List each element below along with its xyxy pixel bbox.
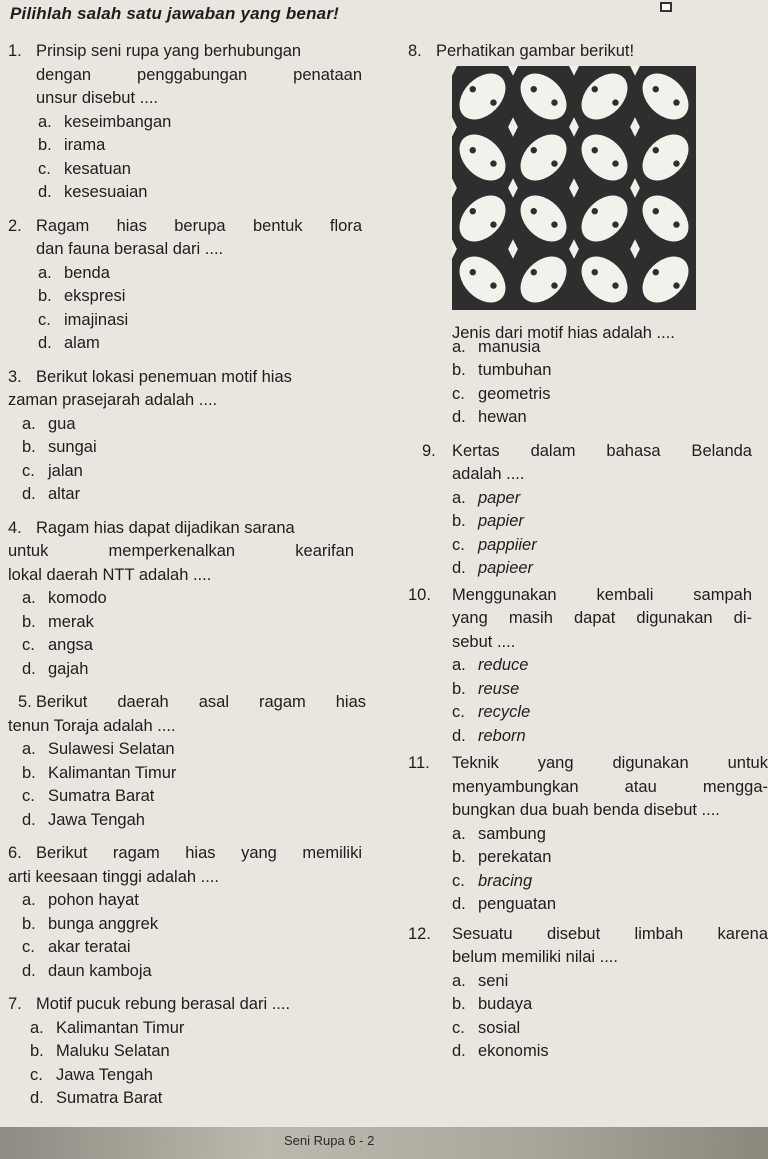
- option-text: pohon hayat: [48, 891, 139, 909]
- question-number: 6.: [8, 844, 22, 862]
- stem-line: menyambungkan atau mengga-: [452, 777, 768, 796]
- option-text: perekatan: [478, 848, 552, 866]
- option-text: jalan: [48, 461, 83, 480]
- pattern-dot: [653, 269, 659, 275]
- option-text: manusia: [478, 337, 541, 356]
- option-a[interactable]: [22, 413, 368, 437]
- geometric-pattern-image: [452, 66, 696, 310]
- option-c[interactable]: [22, 785, 368, 809]
- option-letter: d.: [452, 895, 466, 913]
- option-a[interactable]: [452, 970, 768, 994]
- option-text: sosial: [478, 1018, 521, 1037]
- option-text: Kalimantan Timur: [48, 763, 177, 782]
- option-letter: b.: [452, 361, 466, 379]
- option-letter: b.: [22, 914, 36, 933]
- option-text: akar teratai: [48, 938, 131, 956]
- option-letter: d.: [22, 961, 36, 980]
- option-c[interactable]: [452, 701, 768, 725]
- option-letter: d.: [452, 1042, 466, 1060]
- option-text: Maluku Selatan: [56, 1042, 170, 1060]
- question-7: [8, 993, 368, 1111]
- pattern-dot: [673, 221, 679, 227]
- option-d[interactable]: [22, 960, 368, 984]
- option-b[interactable]: [22, 611, 368, 635]
- question-12: [408, 923, 768, 1064]
- option-text: penguatan: [478, 895, 556, 913]
- pattern-dot: [470, 86, 476, 92]
- pattern-dot: [673, 99, 679, 105]
- pattern-dot: [531, 86, 537, 92]
- question-4: [8, 517, 368, 682]
- option-text: ekspresi: [64, 287, 126, 305]
- question-stem: [452, 923, 768, 970]
- question-number: 5.: [18, 693, 32, 711]
- option-letter: c.: [452, 871, 465, 890]
- pattern-dot: [551, 99, 557, 105]
- option-text: altar: [48, 485, 81, 503]
- pattern-dot: [490, 99, 496, 105]
- question-6: [8, 842, 368, 983]
- option-text: alam: [64, 334, 100, 352]
- option-a[interactable]: [452, 654, 768, 678]
- options-list: [22, 889, 368, 983]
- option-text: papieer: [478, 559, 534, 577]
- stem-line: Berikut daerah asal ragam hias: [36, 693, 366, 711]
- option-text: reuse: [478, 679, 520, 698]
- option-d[interactable]: [22, 658, 368, 682]
- stem-line: Kertas dalam bahasa Belanda: [452, 441, 752, 460]
- option-b[interactable]: [22, 436, 368, 460]
- question-8-caption: Jenis dari motif hias adalah ....: [452, 324, 675, 342]
- option-b[interactable]: [22, 762, 368, 786]
- option-letter: d.: [30, 1089, 44, 1107]
- option-letter: d.: [38, 334, 52, 352]
- option-text: merak: [48, 612, 94, 631]
- option-letter: b.: [38, 136, 52, 154]
- pattern-dot: [531, 269, 537, 275]
- option-d[interactable]: [452, 893, 768, 917]
- stem-line: dengan penggabungan penataan: [36, 65, 362, 84]
- question-10: [408, 584, 768, 749]
- question-stem: [36, 40, 368, 111]
- pattern-dot: [612, 221, 618, 227]
- options-list: [22, 738, 368, 832]
- option-letter: b.: [22, 612, 36, 631]
- option-letter: d.: [22, 810, 36, 829]
- stem-line: Berikut ragam hias yang memiliki: [36, 844, 362, 862]
- option-letter: c.: [30, 1065, 43, 1084]
- option-c[interactable]: [22, 936, 368, 960]
- option-letter: d.: [452, 726, 466, 745]
- option-c[interactable]: [22, 634, 368, 658]
- options-list: [30, 1017, 368, 1111]
- pattern-dot: [470, 147, 476, 153]
- option-c[interactable]: [452, 383, 768, 407]
- question-2: [8, 215, 368, 356]
- pattern-dot: [551, 221, 557, 227]
- option-text: reduce: [478, 656, 529, 674]
- page-title: Pilihlah salah satu jawaban yang benar!: [10, 4, 340, 23]
- option-text: pappiier: [478, 535, 537, 554]
- stem-line: dan fauna berasal dari ....: [36, 240, 224, 258]
- question-number: 8.: [408, 42, 422, 60]
- stem-line: yang masih dapat digunakan di-: [452, 609, 752, 627]
- option-b[interactable]: [452, 510, 768, 534]
- option-letter: a.: [22, 740, 36, 758]
- footer-bar: [0, 1127, 768, 1159]
- question-1: [8, 40, 368, 205]
- question-3: [8, 366, 368, 507]
- option-c[interactable]: [38, 309, 368, 333]
- option-letter: c.: [22, 787, 35, 805]
- option-text: bracing: [478, 871, 533, 890]
- question-number: 2.: [8, 216, 22, 235]
- option-letter: d.: [452, 559, 466, 577]
- question-stem: [452, 584, 768, 655]
- option-text: seni: [478, 971, 509, 990]
- option-d[interactable]: [38, 332, 368, 356]
- option-text: paper: [478, 488, 521, 507]
- options-list: [452, 654, 768, 748]
- question-stem: [8, 517, 368, 588]
- option-letter: a.: [452, 656, 466, 674]
- option-letter: d.: [452, 408, 466, 426]
- option-text: papier: [478, 512, 524, 530]
- option-letter: d.: [22, 659, 36, 678]
- question-5: [8, 691, 368, 832]
- options-list: [452, 487, 768, 581]
- question-stem: [8, 366, 368, 413]
- options-list: [452, 823, 768, 917]
- pattern-dot: [653, 147, 659, 153]
- question-number: 12.: [408, 924, 431, 943]
- question-number: 10.: [408, 585, 431, 604]
- pattern-dot: [592, 86, 598, 92]
- stem-line: Ragam hias dapat dijadikan sarana: [36, 518, 295, 537]
- pattern-dot: [490, 282, 496, 288]
- left-column: [8, 40, 368, 1111]
- pattern-dot: [612, 160, 618, 166]
- pattern-dot: [592, 208, 598, 214]
- stem-line: sebut ....: [452, 632, 516, 651]
- option-text: kesesuaian: [64, 183, 148, 201]
- option-text: benda: [64, 263, 110, 282]
- option-text: gua: [48, 414, 76, 433]
- option-text: sungai: [48, 438, 97, 456]
- option-text: angsa: [48, 636, 93, 654]
- option-letter: b.: [30, 1042, 44, 1060]
- pattern-dot: [592, 269, 598, 275]
- options-list: [38, 111, 368, 205]
- stem-line: unsur disebut ....: [36, 89, 158, 107]
- stem-line: Perhatikan gambar berikut!: [436, 42, 635, 60]
- option-text: Sumatra Barat: [48, 787, 155, 805]
- question-stem: [452, 440, 768, 487]
- option-text: Jawa Tengah: [56, 1065, 153, 1084]
- option-letter: b.: [452, 679, 466, 698]
- pattern-dot: [470, 208, 476, 214]
- question-number: 11.: [408, 754, 430, 772]
- option-letter: c.: [22, 461, 35, 480]
- options-list: [452, 970, 768, 1064]
- option-letter: c.: [452, 703, 465, 721]
- option-c[interactable]: [22, 460, 368, 484]
- option-letter: c.: [452, 535, 465, 554]
- question-stem: [8, 842, 368, 889]
- option-text: budaya: [478, 995, 533, 1013]
- option-letter: a.: [22, 414, 36, 433]
- option-letter: a.: [22, 891, 36, 909]
- option-text: imajinasi: [64, 310, 129, 329]
- option-letter: d.: [22, 485, 36, 503]
- option-letter: c.: [452, 384, 465, 403]
- stem-line: Motif pucuk rebung berasal dari ....: [36, 995, 291, 1013]
- option-text: keseimbangan: [64, 112, 172, 131]
- stem-line: untuk memperkenalkan kearifan: [8, 542, 354, 560]
- option-letter: c.: [38, 310, 51, 329]
- option-letter: b.: [22, 763, 36, 782]
- option-d[interactable]: [22, 809, 368, 833]
- pattern-dot: [653, 86, 659, 92]
- option-text: kesatuan: [64, 159, 131, 178]
- option-d[interactable]: [452, 557, 768, 581]
- option-text: Jawa Tengah: [48, 810, 145, 829]
- option-b[interactable]: [452, 993, 768, 1017]
- option-a[interactable]: [22, 738, 368, 762]
- option-a[interactable]: [22, 889, 368, 913]
- footer-page-label: Seni Rupa 6 - 2: [284, 1133, 375, 1148]
- stem-line: Sesuatu disebut limbah karena: [452, 924, 768, 943]
- stem-line: tenun Toraja adalah ....: [8, 716, 176, 735]
- question-number: 3.: [8, 367, 22, 386]
- option-text: irama: [64, 136, 106, 154]
- pattern-dot: [551, 282, 557, 288]
- pattern-dot: [551, 160, 557, 166]
- option-letter: b.: [452, 512, 466, 530]
- stem-line: bungkan dua buah benda disebut ....: [452, 801, 720, 819]
- pattern-dot: [531, 147, 537, 153]
- option-letter: b.: [38, 287, 52, 305]
- pattern-dot: [592, 147, 598, 153]
- question-stem: [436, 40, 768, 64]
- option-c[interactable]: [30, 1064, 368, 1088]
- option-d[interactable]: [30, 1087, 368, 1111]
- pattern-dot: [470, 269, 476, 275]
- question-stem: [36, 215, 368, 262]
- question-number: 4.: [8, 518, 22, 537]
- option-b[interactable]: [38, 285, 368, 309]
- pattern-dot: [673, 160, 679, 166]
- stem-line: Berikut lokasi penemuan motif hias: [36, 367, 292, 386]
- stem-line: adalah ....: [452, 465, 525, 483]
- option-text: Kalimantan Timur: [56, 1018, 185, 1037]
- question-stem: [8, 691, 368, 738]
- option-letter: a.: [38, 112, 52, 131]
- option-c[interactable]: [452, 1017, 768, 1041]
- option-a[interactable]: [452, 487, 768, 511]
- option-c[interactable]: [38, 158, 368, 182]
- option-text: recycle: [478, 703, 531, 721]
- option-b[interactable]: [30, 1040, 368, 1064]
- options-list: [38, 262, 368, 356]
- option-a[interactable]: [452, 823, 768, 847]
- pattern-dot: [612, 99, 618, 105]
- pattern-dot: [653, 208, 659, 214]
- options-list: [22, 413, 368, 507]
- question-number: 9.: [422, 441, 436, 460]
- option-b[interactable]: [38, 134, 368, 158]
- option-text: geometris: [478, 384, 551, 403]
- option-letter: c.: [22, 636, 35, 654]
- option-letter: c.: [38, 159, 51, 178]
- option-letter: a.: [452, 488, 466, 507]
- option-letter: a.: [30, 1018, 44, 1037]
- option-d[interactable]: [452, 725, 768, 749]
- stem-line: Menggunakan kembali sampah: [452, 585, 752, 604]
- stem-line: Prinsip seni rupa yang berhubungan: [36, 42, 302, 60]
- stem-line: arti keesaan tinggi adalah ....: [8, 867, 219, 886]
- option-letter: a.: [452, 824, 466, 843]
- option-letter: a.: [452, 971, 466, 990]
- question-stem: [36, 993, 368, 1017]
- option-text: bunga anggrek: [48, 914, 159, 933]
- option-b[interactable]: [452, 846, 768, 870]
- option-b[interactable]: [452, 359, 768, 383]
- option-text: tumbuhan: [478, 361, 552, 379]
- option-d[interactable]: [452, 1040, 768, 1064]
- option-text: gajah: [48, 659, 89, 678]
- stem-line: belum memiliki nilai ....: [452, 948, 618, 966]
- option-a[interactable]: [22, 587, 368, 611]
- option-letter: a.: [38, 263, 52, 282]
- option-b[interactable]: [22, 913, 368, 937]
- question-number: 1.: [8, 42, 22, 60]
- option-letter: b.: [452, 848, 466, 866]
- stem-line: Ragam hias berupa bentuk flora: [36, 216, 362, 235]
- option-letter: a.: [452, 337, 466, 356]
- option-text: sambung: [478, 824, 546, 843]
- pattern-svg: [452, 66, 696, 310]
- option-c[interactable]: [452, 870, 768, 894]
- option-letter: b.: [22, 438, 36, 456]
- question-11: [408, 752, 768, 917]
- pattern-dot: [612, 282, 618, 288]
- option-letter: b.: [452, 995, 466, 1013]
- stem-line: Teknik yang digunakan untuk: [452, 754, 768, 772]
- corner-mark: [660, 2, 672, 12]
- option-text: Sulawesi Selatan: [48, 740, 175, 758]
- question-stem: [452, 752, 768, 823]
- options-list: [452, 336, 768, 430]
- option-d[interactable]: [38, 181, 368, 205]
- question-9: [408, 440, 768, 581]
- option-b[interactable]: [452, 678, 768, 702]
- option-text: ekonomis: [478, 1042, 549, 1060]
- option-a[interactable]: [38, 262, 368, 286]
- pattern-dot: [673, 282, 679, 288]
- option-a[interactable]: [30, 1017, 368, 1041]
- option-letter: c.: [452, 1018, 465, 1037]
- question-number: 7.: [8, 995, 22, 1013]
- pattern-dot: [490, 221, 496, 227]
- option-c[interactable]: [452, 534, 768, 558]
- pattern-dot: [490, 160, 496, 166]
- stem-line: zaman prasejarah adalah ....: [8, 391, 218, 409]
- option-a[interactable]: [38, 111, 368, 135]
- option-text: hewan: [478, 408, 527, 426]
- option-d[interactable]: [22, 483, 368, 507]
- option-letter: d.: [38, 183, 52, 201]
- option-text: komodo: [48, 589, 107, 607]
- option-text: reborn: [478, 726, 526, 745]
- pattern-dot: [531, 208, 537, 214]
- option-text: daun kamboja: [48, 961, 152, 980]
- option-letter: a.: [22, 589, 36, 607]
- option-letter: c.: [22, 938, 35, 956]
- option-text: Sumatra Barat: [56, 1089, 163, 1107]
- stem-line: lokal daerah NTT adalah ....: [8, 565, 212, 584]
- option-d[interactable]: [452, 406, 768, 430]
- options-list: [22, 587, 368, 681]
